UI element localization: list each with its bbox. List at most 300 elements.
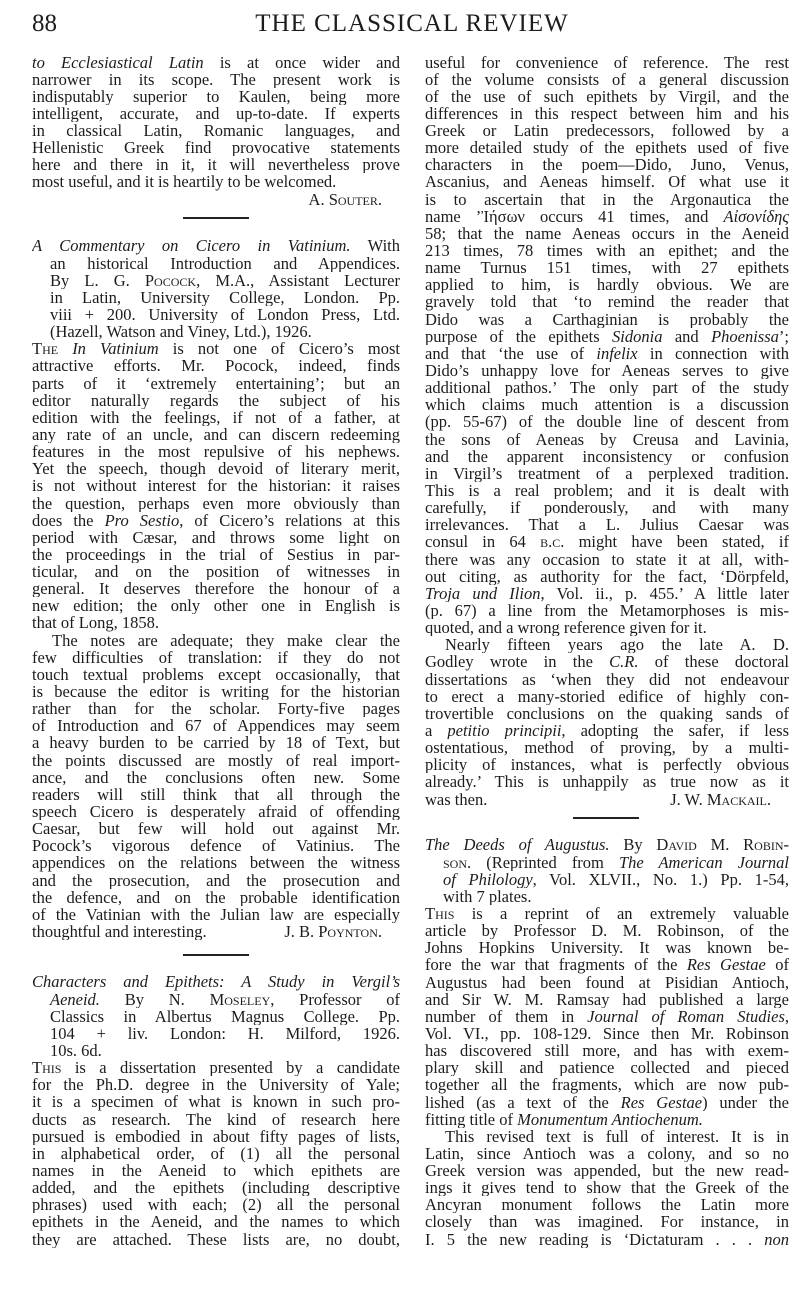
text-line	[32, 340, 400, 357]
text-run: the proceedings in the trial of Sestius in par-	[32, 545, 400, 564]
text-run: few difficulties of translation: if they do not	[32, 648, 400, 666]
text-line	[32, 289, 400, 306]
text-line	[32, 306, 400, 323]
text-line	[32, 734, 400, 751]
text-line	[425, 533, 789, 550]
text-line	[425, 722, 789, 739]
text-line	[32, 443, 400, 460]
text-run: added, and the epithets (including descriptive	[32, 1179, 400, 1197]
text-run: is because the editor is writing for the historian	[32, 683, 400, 701]
text-run: might have been stated, if	[564, 533, 789, 551]
text-line	[32, 973, 400, 990]
text-line	[425, 636, 789, 653]
text-run: and the apparent inconsistency or confusion	[425, 447, 789, 465]
text-run: readers will still think that all through the	[32, 785, 400, 804]
text-run: closely than was imagined. For instance, in	[425, 1213, 789, 1231]
text-line	[425, 671, 789, 688]
text-line	[32, 906, 400, 923]
text-run: name Turnus 151 times, with 27 epithets	[425, 259, 789, 277]
text-run: narrower in its scope. The present work is	[32, 70, 400, 88]
section-divider	[183, 954, 249, 956]
text-line	[32, 512, 400, 529]
text-run: here and there in it, it will nevertheless prove	[32, 156, 400, 174]
text-run: is at once wider and	[203, 53, 400, 71]
text-line	[425, 191, 789, 208]
text-line	[425, 705, 789, 722]
journal-title: THE CLASSICAL REVIEW	[255, 10, 569, 37]
book-citation-heading	[425, 836, 789, 905]
text-line	[425, 225, 789, 242]
text-line	[425, 328, 789, 345]
text-run: of Introduction and 67 of Appendices may seem	[32, 717, 400, 735]
book-citation-heading	[32, 973, 400, 1059]
text-line	[425, 379, 789, 396]
text-run: out citing, as authority for the fact, ‘Dörpfeld,	[425, 567, 789, 585]
review-paragraph	[425, 905, 789, 1128]
page-number: 88	[32, 10, 57, 37]
text-run: ticular, and on the position of witnesses in	[32, 563, 400, 581]
text-run: of the Vatinian with the Julian law are especially	[32, 905, 400, 924]
text-line	[425, 482, 789, 499]
text-run: editor naturally regards the subject of his	[32, 391, 400, 409]
text-line	[32, 71, 400, 88]
text-run: plicity of instances, what is perfectly obvious	[425, 756, 789, 774]
text-run: in classical Latin, Romanic languages, and	[32, 122, 400, 140]
text-line	[425, 1145, 789, 1162]
book-citation-heading	[32, 237, 400, 340]
text-line	[32, 460, 400, 477]
text-run: phrases) used with each; (2) all the personal	[32, 1196, 400, 1214]
text-run: Caesar, but few will hold out against Mr.	[32, 820, 400, 838]
text-run: ance, and the conclusions often new. Some	[32, 768, 400, 786]
text-run: 213 times, 78 times with an epithet; and the	[425, 242, 789, 260]
text-line	[425, 1008, 789, 1025]
text-line	[425, 276, 789, 293]
small-caps-text: This	[32, 1059, 62, 1077]
text-line	[425, 773, 789, 790]
italic-text: The Deeds of Augustus.	[425, 836, 610, 854]
text-run: is to ascertain that in the Argonautica the	[425, 190, 789, 208]
text-line	[425, 1094, 789, 1111]
italic-text: Res Gestae	[686, 956, 766, 974]
text-line	[425, 653, 789, 670]
text-line	[425, 688, 789, 705]
text-run: an historical Introduction and Appendices.	[50, 254, 400, 272]
text-run: fore the war that fragments of the	[425, 956, 687, 974]
text-line	[32, 357, 400, 374]
text-run: they are attached. These lists are, no doubt,	[32, 1230, 400, 1248]
text-run: irrelevances. That a L. Julius Caesar was	[425, 516, 789, 534]
text-run: was then.	[425, 790, 488, 808]
text-run: the defence, and on the probable identification	[32, 888, 400, 906]
text-line	[425, 888, 789, 905]
text-line	[425, 345, 789, 362]
reviewer-signature: A. Souter.	[308, 190, 382, 208]
text-line	[425, 71, 789, 88]
text-line	[425, 173, 789, 190]
signature-line	[32, 191, 400, 208]
text-run: applied to him, is hardly obvious. We are	[425, 276, 789, 294]
text-line	[425, 1025, 789, 1042]
italic-text: of Philology	[443, 870, 533, 888]
text-line	[425, 836, 789, 853]
text-run: does the	[32, 511, 105, 529]
text-run: Ascanius, and Aeneas himself. Of what use it	[425, 173, 789, 191]
text-line	[32, 255, 400, 272]
right-column-top	[425, 54, 789, 808]
text-line	[32, 1111, 400, 1128]
text-line	[425, 585, 789, 602]
text-run: pursued is embodied in about fifty pages of lists,	[32, 1127, 400, 1145]
italic-text: C.R.	[609, 653, 639, 671]
text-line	[32, 426, 400, 443]
text-run: that of Long, 1858.	[32, 614, 159, 632]
text-run: the points discussed are mostly of real import-	[32, 751, 400, 769]
text-run: fitting title of	[425, 1110, 518, 1128]
text-run: new edition; the only other one in English is	[32, 597, 400, 615]
text-run: Augustus had been found at Pisidian Antioch,	[425, 973, 789, 991]
text-line	[32, 375, 400, 392]
review-paragraph	[425, 1128, 789, 1248]
text-line	[425, 242, 789, 259]
review-paragraph	[425, 54, 789, 637]
text-run: Dido was a Carthaginian is probably the	[425, 310, 789, 328]
text-line	[32, 409, 400, 426]
text-run: Latin, since Antioch was a colony, and so no	[425, 1144, 789, 1163]
text-run: (Reprinted from	[471, 853, 619, 871]
text-line	[425, 448, 789, 465]
text-run: any rate of an uncle, and can discern redeeming	[32, 425, 400, 444]
text-line	[425, 1196, 789, 1213]
text-line	[425, 1128, 789, 1145]
text-line	[32, 563, 400, 580]
text-line	[425, 413, 789, 430]
text-line	[32, 752, 400, 769]
text-line	[425, 88, 789, 105]
text-run: and Sir W. M. Ramsay had published a large	[425, 990, 789, 1008]
text-line	[32, 1145, 400, 1162]
italic-text: Troja und Ilion	[425, 584, 541, 602]
text-line	[425, 465, 789, 482]
text-run: By	[609, 836, 657, 854]
small-caps-text: Pocock	[144, 271, 197, 289]
text-line	[32, 854, 400, 871]
text-run: together all the fragments, which are now pub-	[425, 1076, 789, 1094]
text-run: trovertible conclusions on the quaking sands of	[425, 704, 789, 722]
text-line	[32, 392, 400, 409]
text-run: Nearly fifteen years ago the late A. D.	[445, 636, 789, 654]
italic-text: Journal of Roman Studies	[587, 1007, 785, 1025]
text-run: Hellenistic Greek find provocative statements	[32, 139, 400, 157]
text-line	[425, 1076, 789, 1093]
text-line	[32, 649, 400, 666]
text-line	[425, 431, 789, 448]
small-caps-text: The	[32, 340, 59, 358]
text-run: 104 + liv. London: H. Milford, 1926.	[50, 1024, 400, 1042]
text-run: and that ‘the use of	[425, 344, 597, 363]
text-run: in Virgil’s treatment of a perplexed tradition.	[425, 464, 789, 483]
text-run: period with Cæsar, and throws some light on	[32, 528, 400, 546]
text-line	[425, 1179, 789, 1196]
italic-text: Pro Sestio	[104, 511, 180, 529]
small-caps-text: This	[425, 904, 455, 923]
text-run: there was any occasion to state it at all, with-	[425, 550, 789, 568]
text-line	[32, 632, 400, 649]
small-caps-text: David M. Robin-	[656, 836, 789, 854]
text-line	[32, 614, 400, 631]
text-line	[32, 546, 400, 563]
text-line	[425, 739, 789, 756]
text-run: (pp. 55-67) of the double line of descent from	[425, 413, 789, 431]
text-run: is a reprint of an extremely valuable	[454, 904, 789, 923]
text-line	[425, 551, 789, 568]
text-line	[32, 597, 400, 614]
text-run: of	[765, 956, 789, 974]
text-run: (p. 67) a line from the Metamorphoses is mis-	[425, 602, 789, 620]
text-run: ,	[784, 1007, 789, 1025]
italic-text: Aeneid.	[50, 990, 100, 1008]
text-run: and the prosecution, and the prosecution and	[32, 871, 400, 889]
text-run: is not without interest for the historian: it raises	[32, 477, 400, 495]
text-run: the sons of Aeneas by Creusa and Lavinia,	[425, 430, 789, 448]
text-line	[425, 756, 789, 773]
text-run: of the use of such epithets by Virgil, and the	[425, 87, 789, 105]
text-run: This is a real problem; and it is dealt with	[425, 482, 789, 500]
text-run: additional pathos.’ The only part of the study	[425, 379, 789, 397]
text-run: Greek version was appended, but the new read-	[425, 1162, 789, 1180]
small-caps-text: b.c.	[540, 533, 565, 551]
text-run: in Latin, University College, London. Pp.	[50, 288, 400, 306]
text-run: for the Ph.D. degree in the University of Yale;	[32, 1076, 400, 1094]
text-run: to erect a many-storied edifice of highly con-	[425, 687, 789, 705]
text-run: features in the most repulsive of his nephews.	[32, 443, 400, 461]
text-line	[425, 1111, 789, 1128]
text-line	[32, 105, 400, 122]
text-line	[425, 516, 789, 533]
text-line	[425, 122, 789, 139]
italic-text: Sidonia	[612, 327, 663, 345]
text-line	[32, 122, 400, 139]
text-line	[425, 396, 789, 413]
text-line	[425, 1231, 789, 1248]
text-line	[425, 905, 789, 922]
text-run: with 7 plates.	[443, 887, 532, 905]
small-caps-text: son.	[443, 853, 472, 871]
text-run: thoughtful and interesting.	[32, 923, 207, 941]
text-run: parts of it ‘extremely entertaining’; but an	[32, 374, 400, 392]
text-run: rather than for the scholar. Forty-five pages	[32, 700, 400, 718]
text-run: the question, perhaps even more obviously than	[32, 494, 400, 512]
section-divider	[573, 817, 639, 819]
text-run: With	[350, 237, 400, 255]
text-run: in connection with	[637, 344, 789, 363]
reviewer-signature: J. W. Mackail.	[670, 790, 771, 808]
text-run: quoted, and a wrong reference given for it.	[425, 619, 707, 637]
text-line	[32, 1059, 400, 1076]
text-line	[425, 1213, 789, 1230]
text-run: (Hazell, Watson and Viney, Ltd.), 1926.	[50, 323, 312, 341]
text-line	[425, 208, 789, 225]
text-run: consul in 64	[425, 533, 541, 551]
text-run: differences in this respect between him and his	[425, 104, 789, 123]
text-run: ings it gives tend to show that the Greek of the	[425, 1179, 789, 1197]
text-run: epithets in the Aeneid, and the names to which	[32, 1213, 400, 1231]
text-run: , Professor of	[270, 990, 400, 1008]
text-line	[425, 939, 789, 956]
text-run: lished (as a text of the	[425, 1093, 621, 1111]
text-line	[32, 1179, 400, 1196]
text-run: general. It deserves therefore the honour of a	[32, 580, 400, 598]
review-deeds-of-augustus	[425, 836, 789, 1247]
text-run: most useful, and it is heartily to be welcomed.	[32, 173, 337, 191]
text-line	[32, 272, 400, 289]
text-line	[32, 991, 400, 1008]
italic-text: infelix	[596, 344, 638, 363]
text-run: is a dissertation presented by a candidate	[61, 1059, 400, 1077]
text-line	[32, 1008, 400, 1025]
text-run: plary skill and patience collected and pieced	[425, 1059, 789, 1077]
text-line	[425, 791, 789, 808]
text-run: , M.A., Assistant Lecturer	[196, 271, 400, 289]
text-run: more detailed study of the epithets used of five	[425, 139, 789, 157]
text-line	[32, 923, 400, 940]
text-run: viii + 200. University of London Press, Ltd.	[50, 305, 400, 324]
italic-text: to Ecclesiastical Latin	[32, 53, 204, 71]
text-run: it is a specimen of what is known in such pro-	[32, 1093, 400, 1111]
text-run: number of them in	[425, 1007, 588, 1025]
text-line	[32, 666, 400, 683]
text-run: , Vol. XLVII., No. 1.) Pp. 1-54,	[532, 870, 789, 888]
text-run: which claims much attention is a discussion	[425, 396, 789, 414]
italic-text: Phoenissa	[711, 327, 779, 345]
text-run: edition with the feelings, if not of a father, at	[32, 408, 400, 426]
text-run: ducts as research. The kind of research here	[32, 1110, 400, 1128]
text-line	[425, 871, 789, 888]
text-run: Johns Hopkins University. It was known be-	[425, 939, 789, 957]
text-run: 10s. 6d.	[50, 1041, 102, 1060]
text-run: Pocock’s vigorous defence of Vatinius. The	[32, 837, 400, 855]
review-paragraph	[32, 340, 400, 631]
italic-text: non	[764, 1230, 789, 1248]
text-line	[425, 362, 789, 379]
text-line	[425, 854, 789, 871]
italic-text: Monumentum Antiochenum.	[517, 1110, 703, 1128]
text-line	[32, 1025, 400, 1042]
text-line	[425, 311, 789, 328]
text-run: a	[425, 721, 448, 740]
text-run: ostentatious, method of proving, by a multi-	[425, 739, 789, 757]
text-run: Vol. VI., pp. 108-129. Since then Mr. Robinson	[425, 1024, 789, 1043]
text-run: names in the Aeneid to which epithets are	[32, 1161, 400, 1180]
text-line	[425, 105, 789, 122]
text-line	[425, 619, 789, 636]
text-run: useful for convenience of reference. The rest	[425, 53, 789, 71]
text-line	[32, 54, 400, 71]
text-line	[425, 568, 789, 585]
text-line	[425, 1162, 789, 1179]
text-line	[32, 1162, 400, 1179]
text-line	[32, 237, 400, 254]
text-line	[425, 956, 789, 973]
text-run: Yet the speech, though devoid of literary merit,	[32, 460, 400, 478]
review-paragraph	[425, 636, 789, 807]
small-caps-text: Moseley	[209, 990, 271, 1008]
text-run: , of Cicero’s relations at this	[179, 511, 400, 529]
text-line	[32, 495, 400, 512]
reviewer-signature: J. B. Poynton.	[284, 923, 382, 941]
text-line	[32, 173, 400, 190]
text-line	[32, 139, 400, 156]
text-line	[425, 974, 789, 991]
text-line	[32, 837, 400, 854]
text-line	[32, 820, 400, 837]
text-run: gravely told that ‘to remind the reader that	[425, 293, 789, 311]
text-run: characters in the poem—Dido, Juno, Venus,	[425, 156, 789, 174]
text-line	[32, 1042, 400, 1059]
text-run: purpose of the epithets	[425, 327, 613, 345]
text-run: appendices on the relations between the witness	[32, 854, 400, 872]
text-run: , Vol. ii., p. 455.’ A little later	[540, 584, 789, 602]
review-characters-and-epithets	[32, 973, 400, 1247]
text-run: and	[662, 327, 712, 345]
text-run: Dido’s unhappy love for Aeneas serves to give	[425, 362, 789, 380]
text-run: of the volume consists of a general discussion	[425, 70, 789, 88]
text-run: Classics in Albertus Magnus College. Pp.	[50, 1007, 400, 1025]
text-line	[32, 700, 400, 717]
text-line	[425, 922, 789, 939]
text-line	[425, 1059, 789, 1076]
text-run: carefully, if ponderously, and with many	[425, 499, 789, 517]
text-line	[32, 872, 400, 889]
text-line	[32, 323, 400, 340]
section-divider	[183, 217, 249, 219]
text-line	[32, 1076, 400, 1093]
text-line	[425, 602, 789, 619]
review-cicero-in-vatinium	[32, 237, 400, 940]
text-run: ’;	[778, 327, 789, 345]
text-run: is not one of Cicero’s most	[158, 340, 400, 358]
italic-text: In Vatinium	[72, 340, 159, 358]
text-line	[32, 786, 400, 803]
text-line	[32, 717, 400, 734]
text-line	[32, 580, 400, 597]
text-run: , adopting the safer, if less	[561, 721, 789, 740]
italic-text: Characters and Epithets: A Study in Vergil’s	[32, 973, 400, 991]
text-run: a heavy burden to be carried by 18 of Text, but	[32, 734, 400, 752]
text-line	[32, 1196, 400, 1213]
text-line	[425, 139, 789, 156]
text-line	[32, 156, 400, 173]
text-run: I. 5 the new reading is ‘Dictaturam . . .	[425, 1230, 765, 1248]
text-run: name ’Ἰήσων occurs 41 times, and	[425, 207, 724, 225]
text-line	[425, 499, 789, 516]
text-line	[32, 88, 400, 105]
text-line	[32, 889, 400, 906]
text-run: Greek or Latin predecessors, followed by a	[425, 122, 789, 140]
text-run: dissertations as ‘when they did not endeavour	[425, 670, 789, 688]
text-run: Ancyran monument follows the Latin more	[425, 1196, 789, 1214]
text-run: speech Cicero is desperately afraid of offending	[32, 803, 400, 821]
italic-text: A Commentary on Cicero in Vatinium.	[32, 237, 351, 255]
text-run: indisputably superior to Kaulen, being more	[32, 87, 400, 105]
text-run: attractive efforts. Mr. Pocock, indeed, finds	[32, 357, 400, 375]
text-run: intelligent, accurate, and up-to-date. If experts	[32, 104, 400, 123]
text-line	[32, 769, 400, 786]
italic-text: Res Gestae	[620, 1093, 703, 1111]
text-run: By N.	[99, 990, 210, 1008]
italic-text: The American Journal	[618, 853, 789, 871]
text-line	[425, 293, 789, 310]
